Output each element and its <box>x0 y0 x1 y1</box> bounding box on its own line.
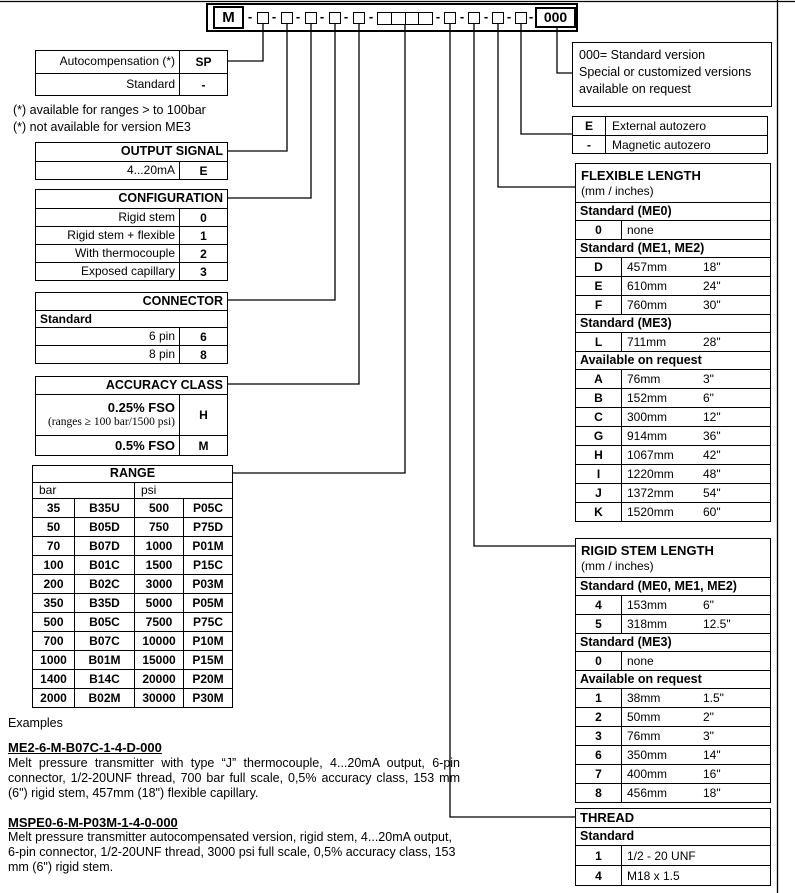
table-row <box>576 220 770 239</box>
psi-value: 5000 <box>134 594 183 612</box>
note-line: 000= Standard version <box>579 48 706 62</box>
inch-value: 12" <box>703 410 721 424</box>
psi-code: P10M <box>183 632 232 650</box>
psi-code: P01M <box>183 537 232 555</box>
table-row <box>576 369 770 388</box>
psi-code: P30M <box>183 689 232 707</box>
inch-value: 2" <box>703 710 714 724</box>
code-suffix-box: 000 <box>535 7 576 28</box>
psi-value: 500 <box>134 499 183 517</box>
bar-value: 70 <box>46 539 61 553</box>
option-code: B <box>594 391 603 405</box>
unit-psi: psi <box>134 483 232 498</box>
table-row <box>36 226 227 244</box>
option-code: J <box>595 486 602 500</box>
option-code: 0 <box>595 223 602 237</box>
dash-separator: - <box>271 9 277 24</box>
mm-value: none <box>627 223 654 237</box>
footnote: (*) not available for version ME3 <box>13 120 191 134</box>
psi-value: 10000 <box>134 632 183 650</box>
psi-code: P05M <box>183 594 232 612</box>
section-header: Standard (ME3) <box>576 633 770 651</box>
dash-separator: - <box>343 9 349 24</box>
table-row <box>576 445 770 464</box>
mm-value: 300mm <box>627 410 668 424</box>
autozero-table <box>572 116 768 154</box>
table-row <box>33 612 232 631</box>
dash-separator: - <box>528 9 534 24</box>
table-row <box>33 517 232 536</box>
bar-value: 1000 <box>40 653 67 667</box>
psi-code: P15C <box>183 556 232 574</box>
table-row <box>33 593 232 612</box>
option-note: (ranges ≥ 100 bar/1500 psi) <box>47 416 175 428</box>
table-row <box>576 407 770 426</box>
rigid-stem-length-table <box>575 538 771 803</box>
accuracy-class-table <box>35 376 228 456</box>
table-row <box>576 332 770 351</box>
option-code: K <box>594 505 603 519</box>
code-digit-box-output-signal <box>281 12 293 24</box>
inch-value: 3" <box>703 729 714 743</box>
unit-header-row <box>33 482 232 498</box>
inch-value: 6" <box>703 391 714 405</box>
table-row <box>36 435 227 455</box>
option-code: G <box>593 429 604 443</box>
table-row <box>576 745 770 764</box>
mm-value: none <box>627 654 654 668</box>
table-title: FLEXIBLE LENGTH <box>581 168 701 183</box>
table-row <box>36 327 227 345</box>
bar-value: 200 <box>43 577 64 591</box>
option-label: Autocompensation (*) <box>59 54 175 68</box>
option-code: I <box>596 467 601 481</box>
inch-value: 54" <box>703 486 721 500</box>
table-title: RANGE <box>109 466 156 480</box>
mm-value: 711mm <box>627 335 667 349</box>
bar-code: B02M <box>74 689 134 707</box>
mm-value: 50mm <box>627 710 661 724</box>
psi-value: 750 <box>134 518 183 536</box>
option-code: L <box>594 335 603 349</box>
table-row <box>576 426 770 445</box>
code-digit-box-thread <box>444 12 456 24</box>
mm-value: 350mm <box>627 748 668 762</box>
option-code: SP <box>179 51 227 73</box>
example-description: Melt pressure transmitter autocompensated version, rigid stem, 4...20mA output, 6-pin connector, 1/2-20UNF thread, 3000 psi full scale, 0,5% accuracy class, 153 mm (6") rigid stem. <box>8 830 456 874</box>
option-code: 2 <box>179 245 227 262</box>
code-digit-box-autozero <box>515 12 527 24</box>
table-row <box>33 631 232 650</box>
code-digit-box-accuracy <box>353 12 365 24</box>
range-table <box>32 465 233 708</box>
inch-value: 30" <box>703 298 721 312</box>
standard-version-note <box>572 42 772 107</box>
option-code: 1 <box>595 848 602 863</box>
inch-value: 16" <box>703 767 721 781</box>
option-code: 5 <box>595 617 602 631</box>
connector-table <box>35 292 228 364</box>
psi-value: 15000 <box>134 651 183 669</box>
option-label: With thermocouple <box>74 246 175 260</box>
table-row <box>576 707 770 726</box>
mm-value: 400mm <box>627 767 668 781</box>
table-header <box>576 164 770 202</box>
bar-value: 700 <box>43 634 64 648</box>
table-title: OUTPUT SIGNAL <box>120 144 223 158</box>
thread-table <box>575 808 771 886</box>
table-row <box>33 574 232 593</box>
option-code: H <box>594 448 603 462</box>
bar-code: B07C <box>74 632 134 650</box>
section-header: Standard (ME0, ME1, ME2) <box>576 577 770 595</box>
configuration-table <box>35 189 228 281</box>
option-code: 1 <box>179 227 227 244</box>
bar-code: B01C <box>74 556 134 574</box>
dash-separator: - <box>483 9 489 24</box>
table-row <box>573 135 767 153</box>
table-row <box>36 262 227 280</box>
autocompensation-table <box>35 50 228 96</box>
code-digit-box-configuration <box>305 12 317 24</box>
option-code: E <box>584 119 593 133</box>
example-code: ME2-6-M-B07C-1-4-D-000 <box>8 740 162 755</box>
psi-code: P05C <box>183 499 232 517</box>
table-title: THREAD <box>580 810 635 825</box>
mm-value: 76mm <box>627 729 661 743</box>
table-row <box>576 614 770 633</box>
option-code: 7 <box>595 767 602 781</box>
dash-separator: - <box>319 9 325 24</box>
bar-code: B05D <box>74 518 134 536</box>
table-title: CONNECTOR <box>142 294 223 308</box>
option-code: - <box>179 74 227 95</box>
code-group-box-range <box>377 12 433 25</box>
footnote: (*) available for ranges > to 100bar <box>13 103 206 117</box>
option-label: Standard <box>126 77 175 91</box>
inch-value: 3" <box>703 372 714 386</box>
table-row <box>36 208 227 226</box>
option-code: C <box>594 410 603 424</box>
table-header <box>576 539 770 577</box>
option-label: External autozero <box>605 117 767 135</box>
section-header: Standard (ME0) <box>576 202 770 220</box>
table-row <box>33 669 232 688</box>
table-row <box>33 650 232 669</box>
option-code: 6 <box>179 328 227 345</box>
table-row <box>576 276 770 295</box>
option-code: - <box>587 137 591 152</box>
option-code: 0 <box>595 654 602 668</box>
mm-value: 914mm <box>627 429 668 443</box>
option-code: F <box>594 298 603 312</box>
bar-value: 100 <box>43 558 64 572</box>
option-code: A <box>594 372 603 386</box>
option-label: 4...20mA <box>126 163 175 177</box>
mm-value: 38mm <box>627 691 661 705</box>
option-code: 3 <box>595 729 602 743</box>
option-label: 0.25% FSO <box>107 400 175 415</box>
option-code: M <box>179 436 227 455</box>
option-label: 8 pin <box>148 347 175 361</box>
table-subtitle: (mm / inches) <box>581 184 654 198</box>
section-header: Available on request <box>576 670 770 688</box>
psi-code: P15M <box>183 651 232 669</box>
section-header: Standard (ME3) <box>576 314 770 332</box>
inch-value: 42" <box>703 448 721 462</box>
dash-separator: - <box>435 9 441 24</box>
section-header: Standard (ME1, ME2) <box>576 239 770 257</box>
table-title: ACCURACY CLASS <box>105 378 223 392</box>
psi-value: 1000 <box>134 537 183 555</box>
mm-value: 610mm <box>627 279 668 293</box>
unit-bar: bar <box>39 483 57 497</box>
psi-code: P75C <box>183 613 232 631</box>
code-digit-box-autocompensation <box>257 12 269 24</box>
bar-value: 350 <box>43 596 64 610</box>
bar-value: 35 <box>46 501 61 515</box>
table-row <box>36 345 227 363</box>
table-row <box>33 688 232 707</box>
option-code: 8 <box>595 786 602 800</box>
mm-value: 152mm <box>627 391 668 405</box>
table-row <box>576 595 770 614</box>
examples-heading: Examples <box>8 716 63 730</box>
table-row <box>576 688 770 707</box>
option-code: 1 <box>595 691 602 705</box>
option-code: 4 <box>595 598 602 612</box>
bar-value: 500 <box>43 615 64 629</box>
mm-value: 1372mm <box>627 486 674 500</box>
bar-code: B35D <box>74 594 134 612</box>
table-row <box>36 51 227 73</box>
bar-code: B35U <box>74 499 134 517</box>
option-label: 0.5% FSO <box>115 438 175 453</box>
inch-value: 48" <box>703 467 721 481</box>
output-signal-table <box>35 142 228 180</box>
table-subtitle: Standard <box>576 827 770 845</box>
bar-code: B01M <box>74 651 134 669</box>
table-row <box>576 764 770 783</box>
table-row <box>576 257 770 276</box>
option-code: 3 <box>179 263 227 280</box>
example-description: Melt pressure transmitter with type “J” thermocouple, 4...20mA output, 6-pin connector, 1/2-20UNF thread, 700 bar full scale, 0,5% accuracy class, 153 mm (6") rigid stem, 457mm (18") flexible capillary. <box>8 756 460 800</box>
example-code: MSPE0-6-M-P03M-1-4-0-000 <box>8 815 178 830</box>
inch-value: 12.5" <box>703 617 731 631</box>
psi-value: 7500 <box>134 613 183 631</box>
table-row <box>576 783 770 802</box>
flexible-length-table <box>575 163 771 522</box>
option-code: E <box>594 279 603 293</box>
mm-value: 153mm <box>627 598 668 612</box>
inch-value: 36" <box>703 429 721 443</box>
section-header: Available on request <box>576 351 770 369</box>
bar-code: B05C <box>74 613 134 631</box>
bar-value: 1400 <box>40 672 67 686</box>
mm-value: 318mm <box>627 617 668 631</box>
table-row <box>36 73 227 95</box>
table-row <box>576 502 770 521</box>
psi-code: P75D <box>183 518 232 536</box>
table-row <box>36 394 227 435</box>
mm-value: 1220mm <box>627 467 674 481</box>
table-row <box>576 483 770 502</box>
note-line: available on request <box>579 82 691 96</box>
option-label: Exposed capillary <box>80 264 175 278</box>
option-code: 6 <box>595 748 602 762</box>
mm-value: 76mm <box>627 372 661 386</box>
inch-value: 18" <box>703 786 721 800</box>
inch-value: 18" <box>703 260 721 274</box>
table-row <box>576 464 770 483</box>
table-title: RIGID STEM LENGTH <box>581 543 714 558</box>
table-title: CONFIGURATION <box>118 191 223 205</box>
option-code: 0 <box>179 209 227 226</box>
table-subtitle: (mm / inches) <box>581 559 654 573</box>
option-label: Rigid stem + flexible <box>67 228 175 242</box>
table-row <box>576 865 770 885</box>
option-code: H <box>179 395 227 435</box>
table-row <box>33 555 232 574</box>
option-label: 6 pin <box>148 329 175 343</box>
inch-value: 24" <box>703 279 721 293</box>
table-row <box>576 295 770 314</box>
option-code: 8 <box>179 346 227 363</box>
mm-value: 457mm <box>627 260 668 274</box>
bar-code: B14C <box>74 670 134 688</box>
code-digit-box-rigid-stem <box>468 12 480 24</box>
mm-value: 1067mm <box>627 448 674 462</box>
dash-separator: - <box>459 9 465 24</box>
option-code: E <box>179 162 227 179</box>
inch-value: 14" <box>703 748 721 762</box>
table-row <box>576 845 770 865</box>
inch-value: 1.5" <box>703 691 724 705</box>
psi-value: 20000 <box>134 670 183 688</box>
option-label: 1/2 - 20 UNF <box>621 846 770 865</box>
psi-value: 3000 <box>134 575 183 593</box>
table-row <box>36 161 227 179</box>
option-code: 2 <box>595 710 602 724</box>
option-code: D <box>594 260 603 274</box>
table-row <box>576 651 770 670</box>
option-label: Magnetic autozero <box>605 136 767 153</box>
psi-value: 1500 <box>134 556 183 574</box>
table-row <box>576 726 770 745</box>
code-digit-box-flexible-length <box>492 12 504 24</box>
bar-code: B02C <box>74 575 134 593</box>
mm-value: 760mm <box>627 298 668 312</box>
inch-value: 28" <box>703 335 721 349</box>
bar-code: B07D <box>74 537 134 555</box>
table-row <box>33 498 232 517</box>
code-digit-box-connector <box>329 12 341 24</box>
bar-value: 2000 <box>40 691 67 705</box>
table-row <box>573 117 767 135</box>
option-code: 4 <box>595 868 602 883</box>
table-subtitle: Standard <box>36 310 227 327</box>
code-prefix-box: M <box>213 6 244 29</box>
option-label: M18 x 1.5 <box>621 866 770 885</box>
mm-value: 456mm <box>627 786 668 800</box>
dash-separator: - <box>506 9 512 24</box>
dash-separator: - <box>247 9 253 24</box>
psi-code: P03M <box>183 575 232 593</box>
inch-value: 6" <box>703 598 714 612</box>
bar-value: 50 <box>46 520 61 534</box>
inch-value: 60" <box>703 505 721 519</box>
psi-code: P20M <box>183 670 232 688</box>
table-row <box>576 388 770 407</box>
dash-separator: - <box>295 9 301 24</box>
table-row <box>33 536 232 555</box>
dash-separator: - <box>368 9 374 24</box>
mm-value: 1520mm <box>627 505 674 519</box>
note-line: Special or customized versions <box>579 65 752 79</box>
table-row <box>36 244 227 262</box>
psi-value: 30000 <box>134 689 183 707</box>
option-label: Rigid stem <box>118 210 175 224</box>
